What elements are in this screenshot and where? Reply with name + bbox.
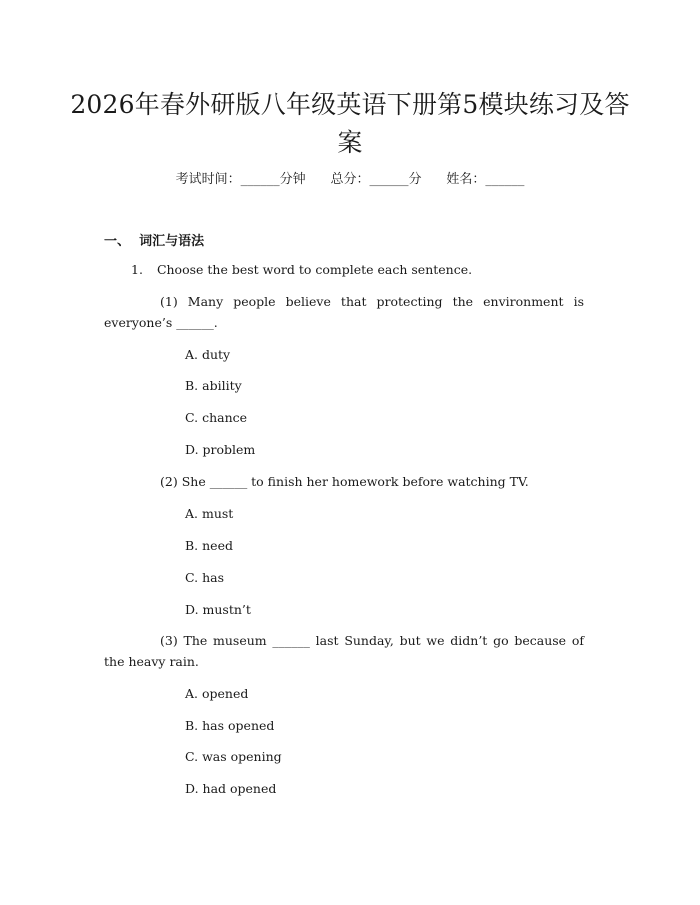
question-1-text: Many people believe that protecting the environment is everyone’s ______.: [104, 294, 584, 330]
question-3-text: The museum ______ last Sunday, but we didn’t go because of the heavy rain.: [104, 633, 584, 669]
document-title: 2026年春外研版八年级英语下册第5模块练习及答案: [70, 90, 630, 157]
time-label: 考试时间：: [175, 172, 241, 187]
name-blank: ______: [485, 172, 525, 187]
question-3: [104, 630, 584, 672]
question-3-option-c: C. was opening: [185, 749, 282, 764]
question-2-text: She ______ to finish her homework before watching TV.: [181, 474, 529, 489]
question-2: [160, 471, 529, 492]
question-2-option-a: A. must: [185, 506, 234, 521]
question-1-option-a: A. duty: [185, 347, 231, 362]
instruction-number: 1.: [131, 262, 143, 277]
question-1-option-c: C. chance: [185, 410, 248, 425]
score-label: 总分：: [330, 172, 370, 187]
score-blank: ______: [369, 172, 409, 187]
instruction-text: Choose the best word to complete each sentence.: [156, 262, 473, 277]
time-blank: ______: [240, 172, 280, 187]
score-unit: 分: [408, 172, 422, 187]
name-label: 姓名：: [446, 172, 486, 187]
question-3-option-a: A. opened: [185, 686, 249, 701]
question-1-option-d: D. problem: [185, 442, 256, 457]
question-3-number: (3): [160, 633, 178, 648]
question-1: [104, 291, 584, 333]
instruction-line: [131, 259, 472, 280]
question-3-option-b: B. has opened: [185, 718, 275, 733]
question-2-option-c: C. has: [185, 570, 224, 585]
time-unit: 分钟: [279, 172, 306, 187]
section-number: 一、: [104, 234, 131, 249]
question-2-option-b: B. need: [185, 538, 233, 553]
question-2-option-d: D. mustn’t: [185, 602, 251, 617]
question-2-number: (2): [160, 474, 178, 489]
question-1-option-b: B. ability: [185, 378, 242, 393]
section-title: 词汇与语法: [139, 234, 205, 249]
question-1-number: (1): [160, 294, 178, 309]
section-heading: [104, 230, 204, 249]
exam-meta: [0, 168, 700, 187]
question-3-option-d: D. had opened: [185, 781, 277, 796]
